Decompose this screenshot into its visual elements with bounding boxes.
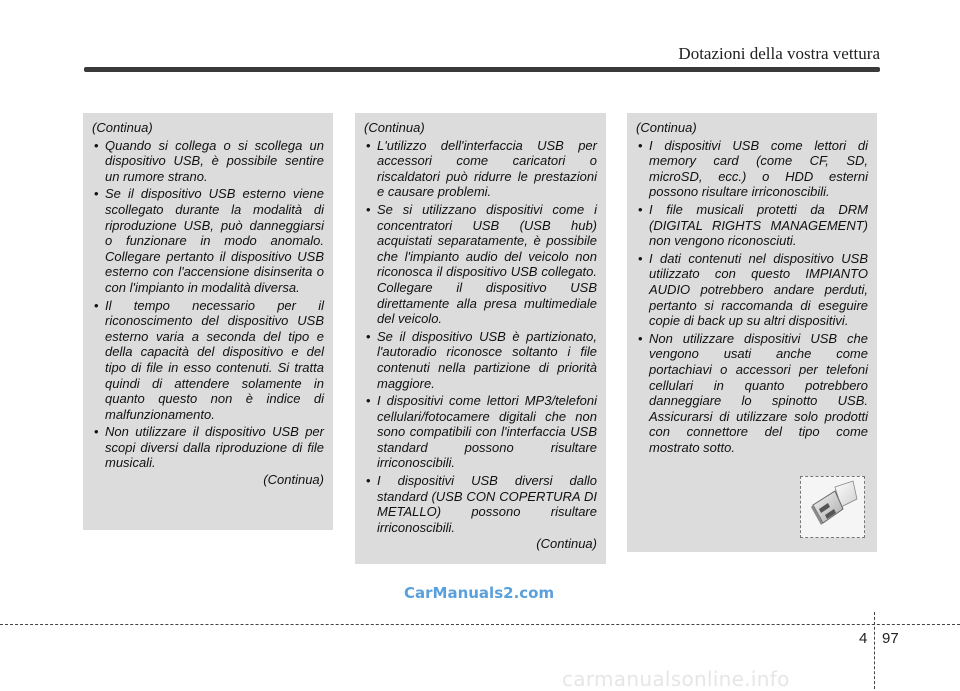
continued-label: (Continua) — [263, 472, 324, 488]
info-box-1 — [83, 113, 333, 530]
list-item: • Se il dispositivo USB è partizionato, l'autoradio riconosce soltanto i file contenuti nella partizione di priorità maggiore. — [364, 329, 597, 391]
list-item: • I dispositivi USB diversi dallo standard (USB CON COPERTURA DI METALLO) possono risultare irriconoscibili. — [364, 473, 597, 535]
bottom-watermark: carmanualsonline.info — [562, 667, 790, 691]
bullet-list — [364, 138, 597, 536]
bullet-list — [636, 138, 868, 456]
footer-divider — [0, 624, 960, 625]
list-item: • Quando si collega o si scollega un dispositivo USB, è possibile sentire un rumore strano. — [92, 138, 324, 185]
continued-label: (Continua) — [636, 120, 697, 135]
info-box-2 — [355, 113, 606, 564]
continued-label: (Continua) — [364, 120, 425, 135]
usb-connector-icon — [800, 476, 865, 538]
page-number: 97 — [882, 630, 899, 647]
continued-label: (Continua) — [536, 536, 597, 552]
chapter-number: 4 — [859, 630, 868, 647]
list-item: • I dati contenuti nel dispositivo USB utilizzato con questo IMPIANTO AUDIO potrebbero andare perduti, pertanto si raccomanda di eseguire copie di back up su altri dispositivi. — [636, 251, 868, 329]
page-header-title: Dotazioni della vostra vettura — [678, 44, 880, 63]
list-item: • Non utilizzare il dispositivo USB per scopi diversi dalla riproduzione di file musicali. — [92, 424, 324, 471]
list-item: • L'utilizzo dell'interfaccia USB per accessori come caricatori o riscaldatori può ridurre le prestazioni e causare problemi. — [364, 138, 597, 200]
continued-label: (Continua) — [92, 120, 153, 135]
usb-drawing — [801, 477, 864, 537]
list-item: • I dispositivi USB come lettori di memory card (come CF, SD, microSD, ecc.) o HDD esterni possono risultare irriconoscibili. — [636, 138, 868, 200]
list-item: • Se si utilizzano dispositivi come i concentratori USB (USB hub) acquistati separatamente, è possibile che l'impianto audio del veicolo non riconosca il dispositivo USB collegato. Collegare il dispositivo USB direttamente alla presa multimediale del veicolo. — [364, 202, 597, 327]
list-item: • Se il dispositivo USB esterno viene scollegato durante la modalità di riproduzione USB, può danneggiarsi o funzionare in modo anomalo. Collegare pertanto il dispositivo USB esterno con l'accensione disinserita o con l'impianto in modalità diversa. — [92, 186, 324, 295]
bullet-list — [92, 138, 324, 471]
header-rule — [84, 67, 880, 72]
list-item: • I dispositivi come lettori MP3/telefoni cellulari/fotocamere digitali che non sono compatibili con l'interfaccia USB standard possono risultare irriconoscibili. — [364, 393, 597, 471]
page-number-separator — [874, 612, 875, 689]
list-item: • Non utilizzare dispositivi USB che vengono usati anche come portachiavi o accessori per telefoni cellulari in quanto potrebbero danneggiare lo spinotto USB. Assicurarsi di utilizzare solo prodotti con connettore del tipo come mostrato sotto. — [636, 331, 868, 456]
list-item: • I file musicali protetti da DRM (DIGITAL RIGHTS MANAGEMENT) non vengono riconosciuti. — [636, 202, 868, 249]
list-item: • Il tempo necessario per il riconoscimento del dispositivo USB esterno varia a seconda del tipo e della capacità del dispositivo e del tipo di file in esso contenuti. Si tratta quindi di attendere solamente in quanto questo non è indice di malfunzionamento. — [92, 298, 324, 423]
site-watermark: CarManuals2.com — [404, 584, 555, 602]
